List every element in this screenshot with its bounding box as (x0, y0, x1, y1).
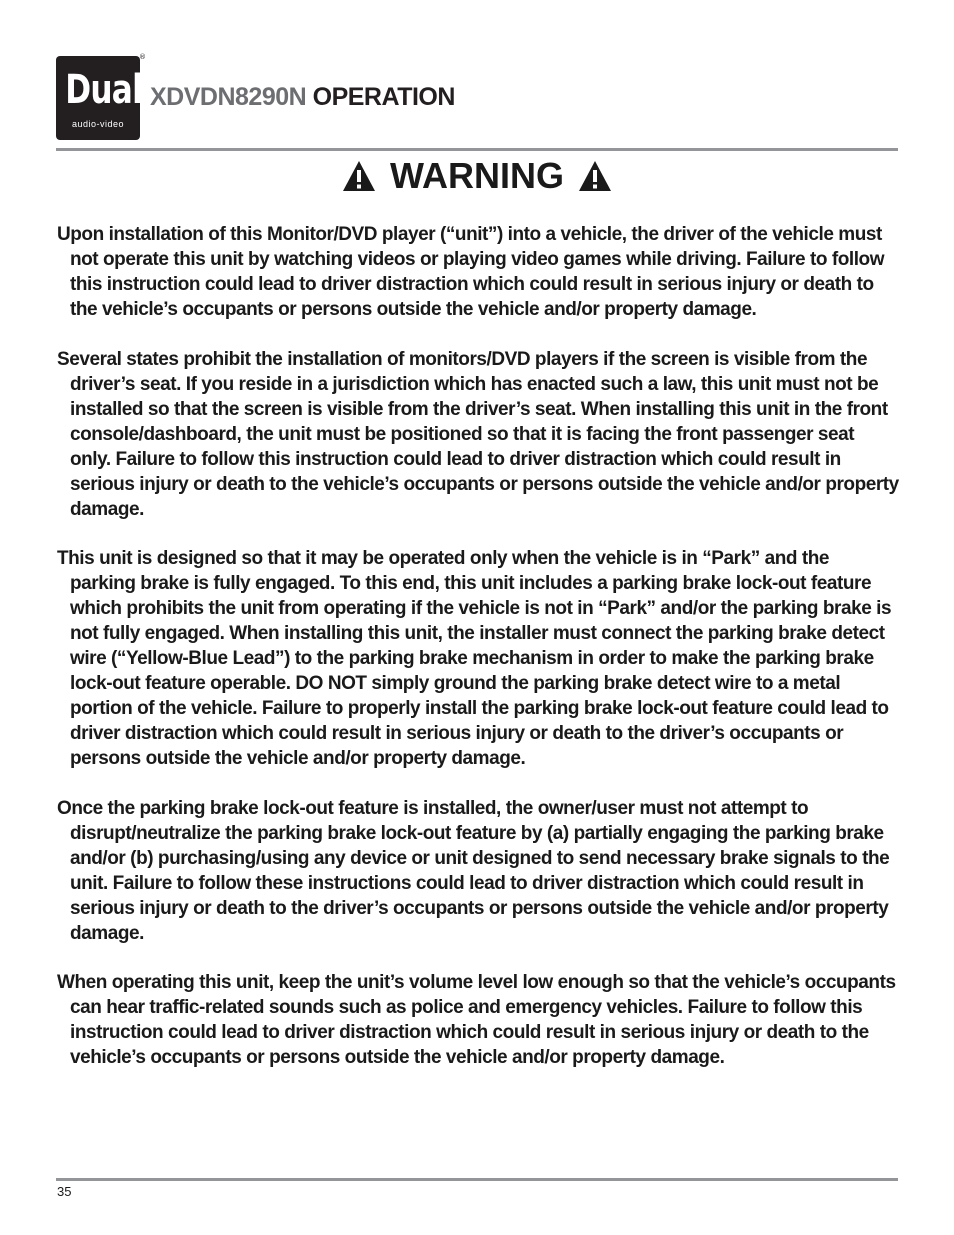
warning-paragraphs (57, 222, 899, 1095)
warning-triangle-icon (578, 160, 612, 192)
warning-heading (0, 154, 954, 198)
header-divider (56, 148, 898, 151)
warning-paragraph: Once the parking brake lock-out feature is installed, the owner/user must not attempt to disrupt/neutralize the parking brake lock-out feature by (a) partially engaging the parking brake and/or (b) purchasing/using any device or unit designed to send necessary brake signals to the unit. Failure to follow these instructions could lead to driver distraction which could result in serious injury or death to the driver’s occupants or persons outside the vehicle and/or property damage. (57, 797, 890, 944)
logo-subtext: audio-video (71, 119, 125, 129)
logo-wordmark: Dual (65, 67, 142, 113)
footer-divider (56, 1178, 898, 1181)
page-number: 35 (57, 1184, 72, 1199)
brand-logo (56, 56, 140, 140)
registered-mark: ® (139, 53, 146, 61)
model-number: XDVDN8290N (150, 83, 307, 111)
section-name: OPERATION (312, 83, 455, 111)
page-header-title (150, 82, 455, 112)
warning-paragraph: This unit is designed so that it may be operated only when the vehicle is in “Park” and the parking brake is fully engaged. To this end, this unit includes a parking brake lock-out feature which prohibits the unit from operating if the vehicle is not in “Park” and/or the parking brake is not fully engaged. When installing this unit, the installer must connect the parking brake detect wire (“Yellow-Blue Lead”) to the parking brake mechanism in order to make the parking brake lock-out feature operable. DO NOT simply ground the parking brake detect wire to a metal portion of the vehicle. Failure to properly install the parking brake lock-out feature could lead to driver distraction which could result in serious injury or death to the driver’s occupants or persons outside the vehicle and/or property damage. (57, 548, 892, 770)
warning-paragraph: Several states prohibit the installation of monitors/DVD players if the screen is visible from the driver’s seat. If you reside in a jurisdiction which has enacted such a law, this unit must not be installed so that the screen is visible from the driver’s seat. When installing this unit in the front console/dashboard, the unit must be positioned so that it is facing the front passenger seat only. Failure to follow this instruction could lead to driver distraction which could result in serious injury or death to the vehicle’s occupants or persons outside the vehicle and/or property damage. (57, 348, 899, 520)
warning-paragraph: When operating this unit, keep the unit’s volume level low enough so that the vehicle’s occupants can hear traffic-related sounds such as police and emergency vehicles. Failure to follow this instruction could lead to driver distraction which could result in serious injury or death to the vehicle’s occupants or persons outside the vehicle and/or property damage. (57, 972, 896, 1069)
warning-triangle-icon (342, 160, 376, 192)
warning-title: WARNING (390, 155, 564, 196)
warning-paragraph: Upon installation of this Monitor/DVD player (“unit”) into a vehicle, the driver of the vehicle must not operate this unit by watching videos or playing video games while driving. Failure to follow this instruction could lead to driver distraction which could result in serious injury or death to the vehicle’s occupants or persons outside the vehicle and/or property damage. (57, 224, 885, 320)
